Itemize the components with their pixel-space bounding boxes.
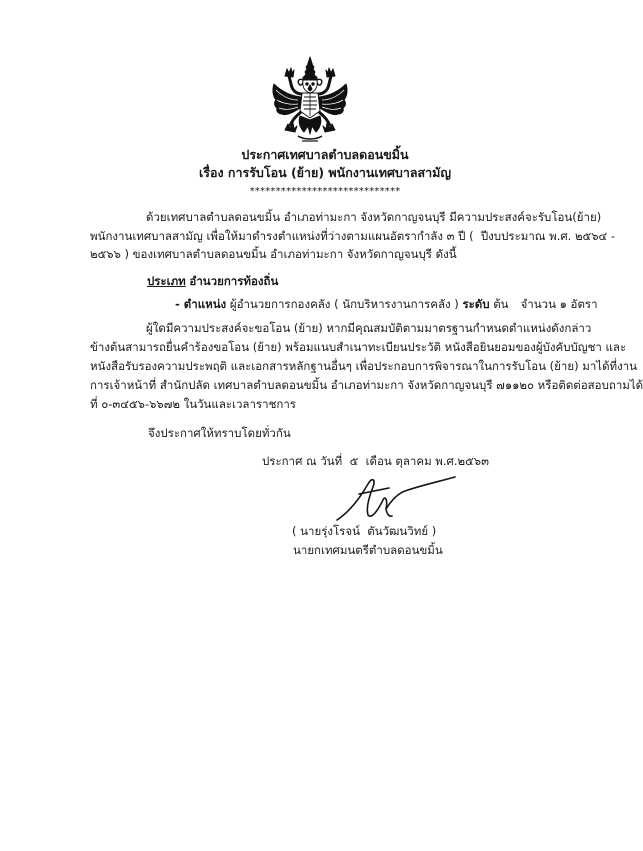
closing-statement: จึงประกาศให้ทราบโดยทั่วกัน <box>148 426 291 440</box>
intro-line: พนักงานเทศบาลสามัญ เพื่อให้มาดำรงตำแหน่งที่ว่างตามแผนอัตรากำลัง ๓ ปี ( ปีงบประมาณ พ.ศ. ๒๕๖๔ - <box>90 229 616 243</box>
emblem-tail <box>299 116 321 134</box>
garuda-emblem-graphic <box>268 56 352 144</box>
category-label: ประเภท <box>147 274 186 288</box>
position-line <box>175 296 598 312</box>
position-title: ผู้อำนวยการกองคลัง ( นักบริหารงานการคลัง ) <box>229 297 459 311</box>
announcement-date: ประกาศ ณ วันที่ ๕ เดือน ตุลาคม พ.ศ.๒๕๖๓ <box>262 454 489 468</box>
detail-line: การเจ้าหน้าที่ สำนักปลัด เทศบาลตำบลดอนขมิ้น อำเภอท่ามะกา จังหวัดกาญจนบุรี ๗๑๑๒๐ หรือติดต่อสอบถามได้ <box>90 378 643 392</box>
signature-graphic <box>333 470 459 528</box>
position-quantity: จำนวน ๑ อัตรา <box>520 297 598 311</box>
detail-line: ที่ ๐-๓๔๕๖-๖๖๗๒ ในวันและเวลาราชการ <box>90 397 296 411</box>
signature <box>333 470 459 528</box>
emblem-body <box>300 93 320 118</box>
separator-stars: ***************************** <box>249 186 401 197</box>
signature-stroke <box>337 477 455 520</box>
intro-line: ๒๕๖๖ ) ของเทศบาลตำบลดอนขมิ้น อำเภอท่ามะกา จังหวัดกาญจนบุรี ดังนี้ <box>90 247 457 261</box>
detail-line: หนังสือรับรองความประพฤติ และเอกสารหลักฐานอื่นๆ เพื่อประกอบการพิจารณาในการรับโอน (ย้าย) มาได้ที่งาน <box>90 359 638 373</box>
category-line <box>147 273 547 289</box>
level-label: ระดับ <box>462 297 490 311</box>
garuda-emblem <box>268 56 352 144</box>
intro-line: ด้วยเทศบาลตำบลดอนขมิ้น อำเภอท่ามะกา จังหวัดกาญจนบุรี มีความประสงค์จะรับโอน(ย้าย) <box>146 210 602 224</box>
detail-line: ผู้ใดมีความประสงค์จะขอโอน (ย้าย) หากมีคุณสมบัติตามมาตรฐานกำหนดตำแหน่งดังกล่าว <box>146 321 592 335</box>
detail-line: ข้างต้นสามารถยื่นคำร้องขอโอน (ย้าย) พร้อมแนบสำเนาทะเบียนประวัติ หนังสือยินยอมของผู้บังคับบัญชา และ <box>90 340 627 354</box>
emblem-face <box>298 79 322 93</box>
emblem-base <box>298 136 322 141</box>
signer-name: ( นายรุ่งโรจน์ ตันวัฒนวิทย์ ) <box>292 524 437 538</box>
emblem-crown <box>303 57 317 80</box>
level-value: ต้น <box>493 297 509 311</box>
announcement-subject: เรื่อง การรับโอน (ย้าย) พนักงานเทศบาลสามัญ <box>198 165 452 180</box>
signer-title: นายกเทศมนตรีตำบลดอนขมิ้น <box>293 543 443 557</box>
signature-stroke <box>386 509 392 516</box>
announcement-title: ประกาศเทศบาลตำบลดอนขมิ้น <box>241 147 409 162</box>
position-label: - ตำแหน่ง <box>175 297 227 311</box>
category-value: อำนวยการท้องถิ่น <box>189 274 279 288</box>
